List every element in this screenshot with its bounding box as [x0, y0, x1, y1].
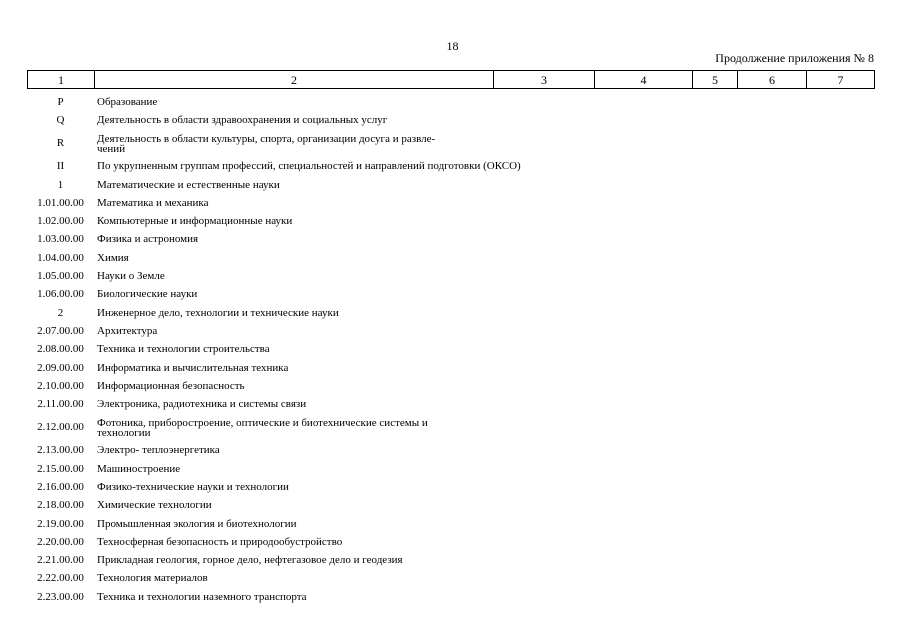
list-item — [27, 194, 627, 212]
header-col-6: 6 — [738, 71, 807, 89]
list-item — [27, 442, 627, 460]
header-col-3: 3 — [494, 71, 595, 89]
item-code: 2.10.00.00 — [37, 379, 84, 392]
list-item — [27, 533, 627, 551]
list-item — [27, 286, 627, 304]
item-code: 2.19.00.00 — [37, 517, 84, 530]
item-code: P — [57, 95, 64, 108]
header-col-1: 1 — [28, 71, 95, 89]
item-name: Технология материалов — [97, 572, 208, 585]
list-item — [27, 552, 627, 570]
item-name: Фотоника, приборостроение, оптические и биотехнические системы и технологии — [97, 416, 428, 439]
item-name: Информационная безопасность — [97, 379, 245, 392]
item-code: 1.06.00.00 — [37, 288, 84, 301]
item-code: 2.08.00.00 — [37, 343, 84, 356]
list-item — [27, 588, 627, 606]
item-name: Химические технологии — [97, 499, 212, 512]
column-header-table — [27, 70, 875, 89]
list-item — [27, 93, 627, 111]
list-item — [27, 377, 627, 395]
item-code: 2.23.00.00 — [37, 590, 84, 603]
item-code: 1.02.00.00 — [37, 215, 84, 228]
list-item — [27, 249, 627, 267]
item-code: 2.09.00.00 — [37, 361, 84, 374]
item-code: 1.05.00.00 — [37, 270, 84, 283]
item-code: II — [56, 160, 65, 173]
item-name: Информатика и вычислительная техника — [97, 361, 289, 374]
item-code: 2.13.00.00 — [37, 444, 84, 457]
item-code: 1 — [57, 178, 64, 191]
item-code: 2.07.00.00 — [37, 324, 84, 337]
item-name: Прикладная геология, горное дело, нефтегазовое дело и геодезия — [97, 554, 403, 567]
item-code: 2.18.00.00 — [37, 499, 84, 512]
list-item — [27, 478, 627, 496]
item-name: Техносферная безопасность и природообустройство — [97, 535, 343, 548]
item-name: Физико-технические науки и технологии — [97, 480, 289, 493]
list-item — [27, 158, 627, 176]
list-item — [27, 304, 627, 322]
item-name: Математические и естественные науки — [97, 178, 280, 191]
list-item — [27, 176, 627, 194]
list-item — [27, 231, 627, 249]
item-name: Химия — [97, 251, 129, 264]
page-number: 18 — [446, 39, 459, 53]
item-code: 2.16.00.00 — [37, 480, 84, 493]
item-name: Компьютерные и информационные науки — [97, 215, 293, 228]
item-name: По укрупненным группам профессий, специальностей и направлений подготовки (ОКСО) — [97, 160, 521, 173]
item-code: 1.04.00.00 — [37, 251, 84, 264]
list-item — [27, 497, 627, 515]
header-col-2: 2 — [95, 71, 494, 89]
item-name: Науки о Земле — [97, 270, 165, 283]
item-name: Электроника, радиотехника и системы связи — [97, 398, 307, 411]
item-name: Образование — [97, 95, 158, 108]
item-code: 2.20.00.00 — [37, 535, 84, 548]
header-row — [28, 71, 875, 89]
item-name: Инженерное дело, технологии и технические науки — [97, 306, 339, 319]
header-col-5: 5 — [693, 71, 738, 89]
item-code: 1.03.00.00 — [37, 233, 84, 246]
item-code: 1.01.00.00 — [37, 196, 84, 209]
continuation-label: Продолжение приложения № 8 — [715, 51, 874, 65]
item-name: Машиностроение — [97, 462, 181, 475]
item-name: Деятельность в области здравоохранения и социальных услуг — [97, 113, 388, 126]
item-name: Физика и астрономия — [97, 233, 199, 246]
item-code: R — [56, 137, 65, 150]
item-code: 2.15.00.00 — [37, 462, 84, 475]
item-name: Архитектура — [97, 324, 158, 337]
item-name: Электро- теплоэнергетика — [97, 444, 220, 457]
item-code: 2.12.00.00 — [37, 421, 84, 434]
list-item — [27, 570, 627, 588]
classification-list — [27, 93, 627, 606]
list-item — [27, 359, 627, 377]
item-code: Q — [56, 113, 65, 126]
item-name: Техника и технологии наземного транспорта — [97, 590, 307, 603]
list-item — [27, 111, 627, 129]
header-col-7: 7 — [807, 71, 875, 89]
list-item — [27, 130, 627, 158]
list-item — [27, 267, 627, 285]
list-item — [27, 341, 627, 359]
list-item — [27, 414, 627, 442]
list-item — [27, 395, 627, 413]
item-name: Биологические науки — [97, 288, 198, 301]
item-name: Математика и механика — [97, 196, 209, 209]
item-code: 2.21.00.00 — [37, 554, 84, 567]
item-name: Техника и технологии строительства — [97, 343, 270, 356]
list-item — [27, 460, 627, 478]
list-item — [27, 322, 627, 340]
item-code: 2 — [57, 306, 64, 319]
list-item — [27, 212, 627, 230]
list-item — [27, 515, 627, 533]
item-code: 2.22.00.00 — [37, 572, 84, 585]
item-name: Промышленная экология и биотехнологии — [97, 517, 297, 530]
item-name: Деятельность в области культуры, спорта, организации досуга и развле- чений — [97, 132, 436, 155]
header-col-4: 4 — [595, 71, 693, 89]
item-code: 2.11.00.00 — [37, 398, 84, 411]
